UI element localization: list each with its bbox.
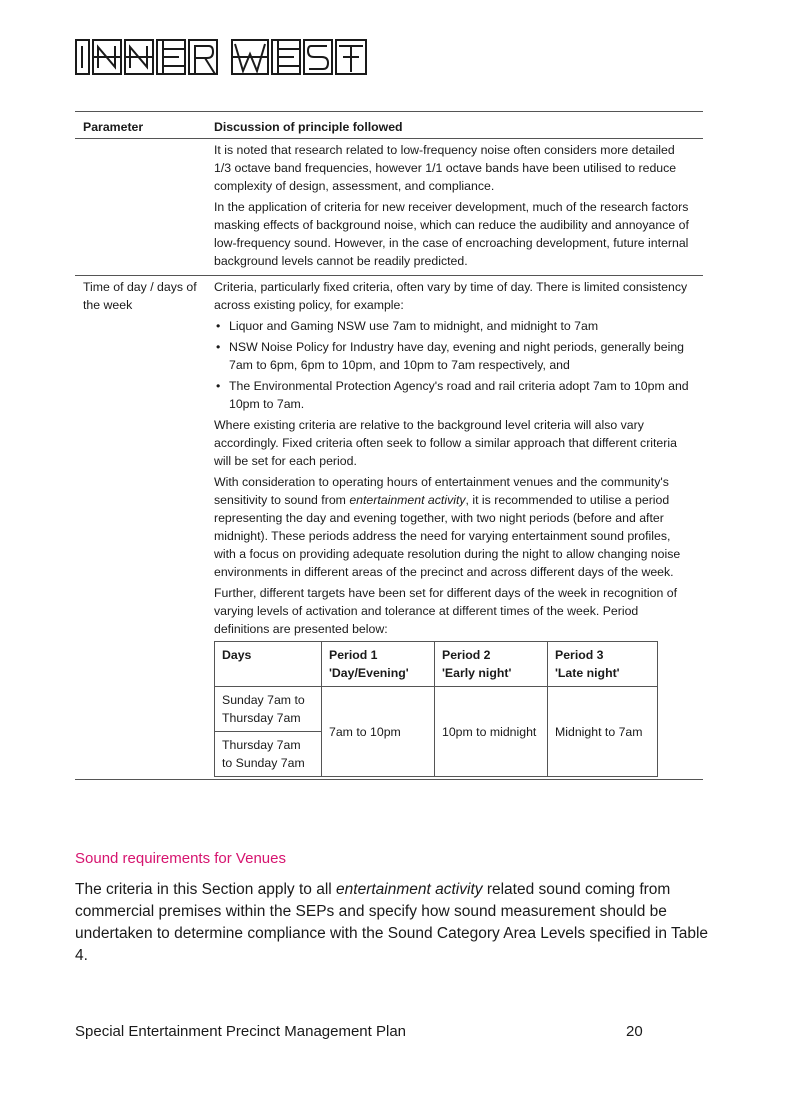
row2-paragraph: Further, different targets have been set for different days of the week in recognition of varying levels of activation and tolerance at different times of the week. Period definitions are presented below: [214,586,678,636]
header-discussion: Discussion of principle followed [206,112,703,139]
row2-discussion [206,276,703,780]
row1-paragraph: In the application of criteria for new receiver development, much of the research factors masking effects of background noise, which can reduce the audibility and annoyance of low-frequency sound. However, in the case of encroaching development, future internal background levels cannot be readily predicted. [214,200,689,268]
policy-list [214,317,695,413]
period-definitions-table [214,641,658,777]
period-name: 'Early night' [442,666,512,680]
list-item: • Liquor and Gaming NSW use 7am to midnight, and midnight to 7am [214,317,695,335]
row2-paragraph: Where existing criteria are relative to the background level criteria will also vary accordingly. Fixed criteria often seek to follow a similar approach that different criteria will be set for each period. [214,418,677,468]
period-3-value: Midnight to 7am [548,687,658,777]
header-period-1 [322,642,435,687]
inner-west-logo [75,38,375,76]
period-1-value: 7am to 10pm [322,687,435,777]
period-label: Period 3 [555,648,604,662]
emphasis-text: entertainment activity [349,493,466,507]
row1-parameter [75,139,206,276]
period-label: Period 1 [329,648,378,662]
period-label: Period 2 [442,648,491,662]
text-run: , it is recommended to utilise a period representing the day and evening together, with two night periods (before and after midnight). These periods address the need for varying entertainment sound profiles, with a focus on providing adequate resolution during the night to allow changing noise environments in different areas of the precinct and across different days of the week. [214,493,681,579]
emphasis-text: entertainment activity [336,881,483,898]
row2-intro: Criteria, particularly fixed criteria, often vary by time of day. There is limited consistency across existing policy, for example: [214,280,688,312]
criteria-table [75,111,703,780]
body-paragraph [75,879,715,967]
period-name: 'Late night' [555,666,620,680]
page-number: 20 [626,1023,643,1040]
period-header-row [215,642,658,687]
row1-discussion [206,139,703,276]
table-header-row [75,112,703,139]
period-name: 'Day/Evening' [329,666,409,680]
days-cell: Thursday 7am to Sunday 7am [215,732,322,777]
header-days: Days [215,642,322,687]
text-run: With consideration to operating hours of entertainment venues and the community's sensitivity to sound from [214,475,669,507]
table-row [215,687,658,732]
list-item: • NSW Noise Policy for Industry have day, evening and night periods, generally being 7am to 6pm, 6pm to 10pm, and 10pm to 7am respectively, and [214,338,695,374]
days-cell: Sunday 7am to Thursday 7am [215,687,322,732]
text-run: The criteria in this Section apply to all [75,881,337,898]
row2-paragraph [214,473,695,581]
row1-paragraph: It is noted that research related to low-frequency noise often considers more detailed 1/3 octave band frequencies, however 1/1 octave bands have been utilised to reduce complexity of design, assessment, and compliance. [214,143,677,193]
table-row [75,139,703,276]
text-run: related sound coming from commercial premises within the SEPs and specify how sound measurement should be undertaken to determine compliance with the Sound Category Area Levels specified in Table 4. [75,881,709,964]
row2-parameter: Time of day / days of the week [75,276,206,780]
table-row [75,276,703,780]
header-parameter: Parameter [75,112,206,139]
section-heading: Sound requirements for Venues [75,850,286,867]
header-period-2 [435,642,548,687]
list-item: • The Environmental Protection Agency's road and rail criteria adopt 7am to 10pm and 10pm to 7am. [214,377,695,413]
footer-document-title: Special Entertainment Precinct Management Plan [75,1023,407,1040]
period-2-value: 10pm to midnight [435,687,548,777]
header-period-3 [548,642,658,687]
